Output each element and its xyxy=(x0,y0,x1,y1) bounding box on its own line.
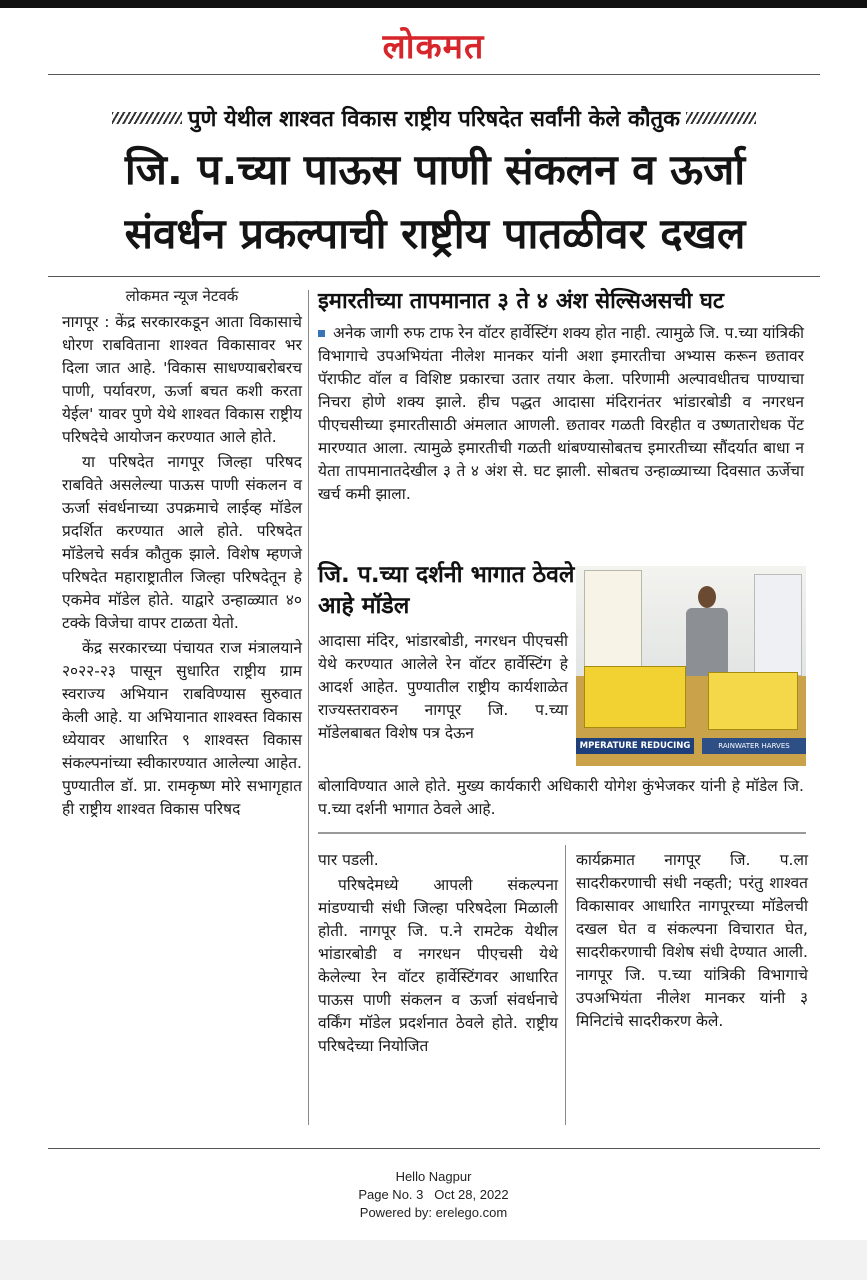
display-board xyxy=(584,570,642,680)
footer-page-date: Page No. 3 Oct 28, 2022 xyxy=(358,1187,509,1202)
footer-title: Hello Nagpur xyxy=(395,1169,472,1184)
article-paragraph: कार्यक्रमात नागपूर जि. प.ला सादरीकरणाची संधी नव्हती; परंतु शाश्वत विकासावर आधारित नागपूरच्या मॉडेलची दखल घेत व संकल्पना विचारात घेत, सादरीकरणाची विशेष संधी देण्यात आली. नागपूर जि. प.च्या यांत्रिकी विभागाचे उपअभियंता नीलेश मानकर यांनी ३ मिनिटांचे सादरीकरण केले. xyxy=(576,851,808,1030)
left-column xyxy=(62,311,302,821)
bottom-band xyxy=(0,1240,867,1280)
box-heading: जि. प.च्या दर्शनी भागात ठेवले आहे मॉडेल xyxy=(318,562,575,619)
hatch-decoration-right xyxy=(686,112,756,124)
bullet-square-icon xyxy=(318,330,325,337)
person-figure xyxy=(684,586,730,686)
article-paragraph: परिषदेमध्ये आपली संकल्पना मांडण्याची संधी जिल्हा परिषदेला मिळाली होती. नागपूर जि. प.ने रामटेक येथील भांडारबोडी व नगरधन पीएचसी येथे केलेल्या रेन वॉटर हार्वेस्टिंगवर आधारित पाऊस पाणी संकलन व ऊर्जा संवर्धनाचे वर्किंग मॉडेल प्रदर्शनात ठेवले होते. राष्ट्रीय परिषदेच्या नियोजित xyxy=(318,876,558,1055)
article-paragraph: केंद्र सरकारच्या पंचायत राज मंत्रालयाने २०२२-२३ पासून सुधारित राष्ट्रीय ग्राम स्वराज्य अभियान राबविण्यास सुरुवात केली आहे. या अभियानात शाश्वस्त विकास ध्येयावर आधारित ९ शाश्वस्त विकास संकल्पनांच्या स्वीकारण्यात आलेल्या आहेत. पुण्यातील डॉ. प्रा. रामकृष्ण मोरे सभागृहात ही राष्ट्रीय शाश्वत विकास परिषद xyxy=(62,639,302,818)
headline xyxy=(50,138,820,266)
box-text-wide xyxy=(318,775,804,821)
masthead-divider xyxy=(48,74,820,75)
sub-paragraph: अनेक जागी रुफ टाफ रेन वॉटर हार्वेस्टिंग शक्य होत नाही. त्यामुळे जि. प.च्या यांत्रिकी विभागाचे उपअभियंता नीलेश मानकर यांनी अशा इमारतीचा अभ्यास करून छतावर पॅराफीट वॉल व विशिष्ट प्रकारचा उतार तयार केला. परिणामी अल्पावधीतच पाण्याचा निचरा होणे शक्य झाले. हीच पद्धत आदासा मंदिरानंतर भांडारबोडी व नगरधन पीएचसीच्या इमारतीसाठी अंमलात आणली. छतावर गळती विरहीत व उष्णतारोधक पेंट मारण्यात आला. त्यामुळे इमारतीची गळती थांबण्यासोबतच इमारतीच्या सौंदर्यात बाधा न येता तापमानातदेखील ३ ते ४ अंश से. घट झाली. सोबतच उन्हाळ्याच्या दिवसात ऊर्जेचा खर्च कमी झाला. xyxy=(318,324,804,503)
photo-label: RAINWATER HARVES xyxy=(702,738,806,754)
model-building xyxy=(584,666,686,728)
newspaper-masthead: लोकमत xyxy=(382,27,485,67)
box-text-narrow xyxy=(318,630,568,745)
section-divider xyxy=(318,832,806,834)
headline-divider xyxy=(48,276,820,277)
model-photo xyxy=(576,566,806,766)
sub-section xyxy=(318,322,804,506)
photo-label: MPERATURE REDUCING xyxy=(576,738,694,754)
kicker-strip xyxy=(48,100,820,136)
hatch-decoration-left xyxy=(112,112,182,124)
column-divider xyxy=(308,290,309,1125)
middle-column xyxy=(318,849,558,1058)
display-board xyxy=(754,574,802,676)
kicker-text: पुणे येथील शाश्वत विकास राष्ट्रीय परिषदेत सर्वांनी केले कौतुक xyxy=(188,107,680,132)
box-paragraph-continued: बोलाविण्यात आले होते. मुख्य कार्यकारी अधिकारी योगेश कुंभेजकर यांनी हे मॉडेल जि. प.च्या दर्शनी भागात ठेवले आहे. xyxy=(318,777,804,818)
top-bar xyxy=(0,0,867,8)
column-divider xyxy=(565,845,566,1125)
article-paragraph: या परिषदेत नागपूर जिल्हा परिषद राबविते असलेल्या पाऊस पाणी संकलन व ऊर्जा संवर्धनाच्या उपक्रमाचे लाईव्ह मॉडेल प्रदर्शित करण्यात आले होते. परिषदेत मॉडेलचे सर्वत्र कौतुक झाले. विशेष म्हणजे परिषदेत महाराष्ट्रातील जिल्हा परिषदेतून हे एकमेव मॉडेल होते. याद्वारे उन्हाळ्यात ४० टक्के विजेचा वापर टाळता येतो. xyxy=(62,453,302,632)
headline-line-1: जि. प.च्या पाऊस पाणी संकलन व ऊर्जा xyxy=(124,145,746,194)
article-paragraph: नागपूर : केंद्र सरकारकडून आता विकासाचे धोरण राबविताना शाश्वत विकासावर भर दिला जात आहे. 'विकास साधण्याबरोबरच पाणी, पर्यावरण, ऊर्जा बचत कशी करता येईल' यावर पुणे येथे शाश्वत विकास राष्ट्रीय परिषदेचे आयोजन करण्यात आले होते. xyxy=(62,313,302,446)
byline: लोकमत न्यूज नेटवर्क xyxy=(125,287,239,305)
headline-line-2: संवर्धन प्रकल्पाची राष्ट्रीय पातळीवर दखल xyxy=(124,209,746,258)
sub-heading: इमारतीच्या तापमानात ३ ते ४ अंश सेल्सिअसची घट xyxy=(318,289,724,314)
box-paragraph: आदासा मंदिर, भांडारबोडी, नगरधन पीएचसी येथे करण्यात आलेले रेन वॉटर हार्वेस्टिंग हे आदर्श आहेत. पुण्यातील राष्ट्रीय कार्यशाळेत राज्यस्तरावरुन नागपूर जि. प.च्या मॉडेलबाबत विशेष पत्र देऊन xyxy=(318,632,568,742)
article-paragraph: पार पडली. xyxy=(318,851,379,869)
model-building xyxy=(708,672,798,730)
footer-powered-by: Powered by: erelego.com xyxy=(359,1205,508,1220)
footer xyxy=(0,1168,867,1222)
footer-divider xyxy=(48,1148,820,1149)
right-column xyxy=(576,849,808,1033)
